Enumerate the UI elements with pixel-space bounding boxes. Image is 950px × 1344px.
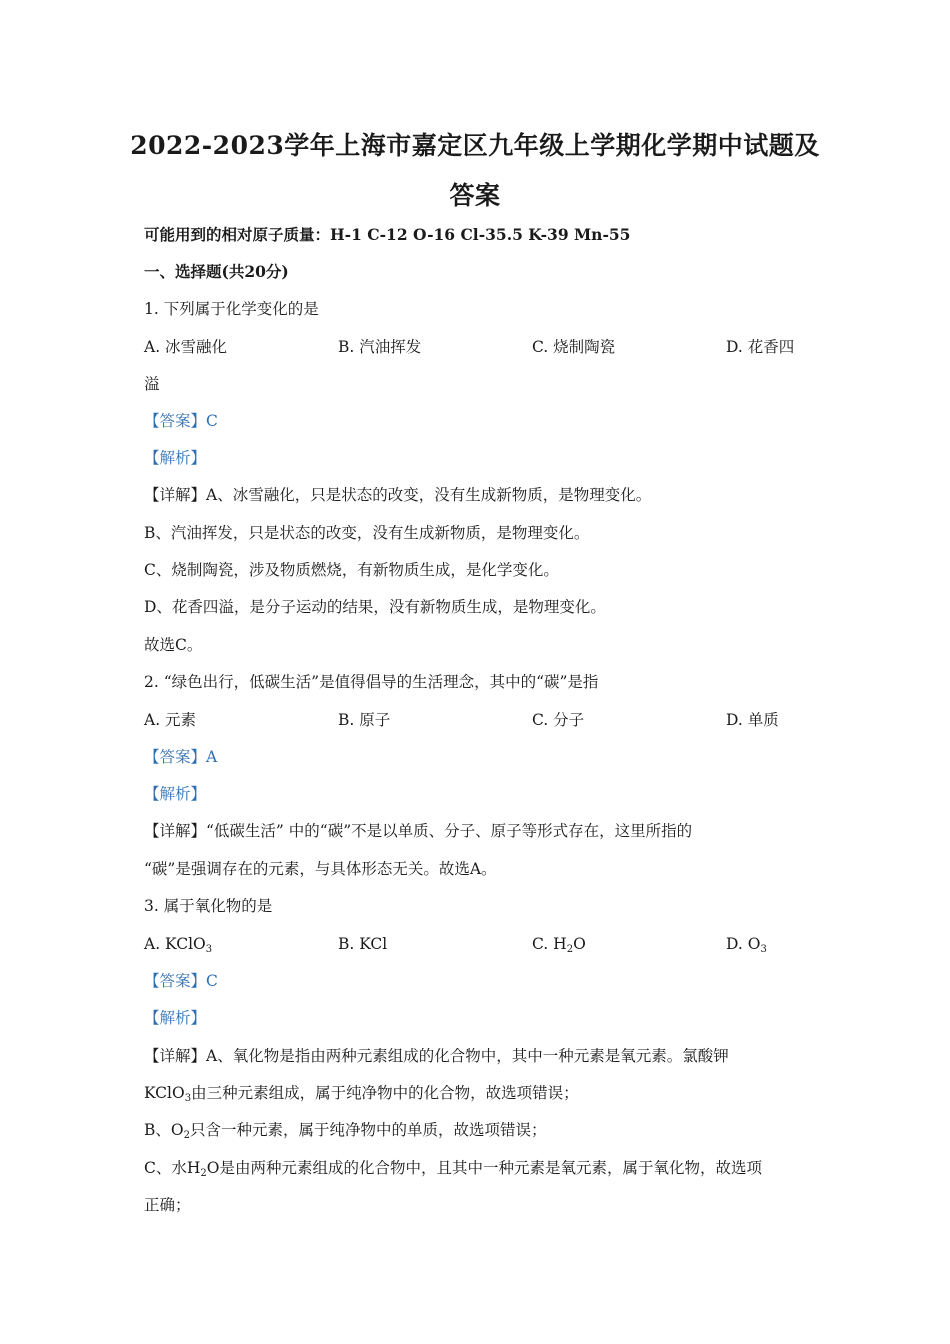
q3-option-b: B. KCl [338,935,388,953]
q1-option-d-continued: 溢 [144,375,160,393]
q2-detail-2: “碳”是强调存在的元素，与具体形态无关。故选A。 [144,860,497,878]
q1-analysis-label: 【解析】 [144,449,207,467]
section-heading: 一、选择题(共20分) [144,262,289,281]
atomic-mass-note: 可能用到的相对原子质量：H-1 C-12 O-16 Cl-35.5 K-39 Mn-55 [144,225,631,244]
q3-detail-3: B、$O_2$只含一种元素，属于纯净物中的单质，故选项错误； [144,1121,547,1141]
q2-answer: 【答案】A [144,748,218,766]
q3-analysis-label: 【解析】 [144,1009,207,1027]
q3-stem: 3. 属于氧化物的是 [144,897,273,915]
q2-option-d: D. 单质 [726,711,779,729]
q1-detail-4: D、花香四溢，是分子运动的结果，没有新物质生成，是物理变化。 [144,598,606,616]
q3-option-d: D. $O_3$ [726,935,767,955]
q2-option-b: B. 原子 [338,711,391,729]
q3-detail-4: C、水$H_2O$是由两种元素组成的化合物中，且其中一种元素是氧元素，属于氧化物，故选项 [144,1159,762,1179]
q1-option-b: B. 汽油挥发 [338,338,422,356]
q3-detail-2: KClO$_3$由三种元素组成，属于纯净物中的化合物，故选项错误； [144,1084,579,1104]
q3-detail-1: 【详解】A、氧化物是指由两种元素组成的化合物中，其中一种元素是氧元素。氯酸钾 [144,1047,729,1065]
q1-option-d: D. 花香四 [726,338,795,356]
q1-detail-2: B、汽油挥发，只是状态的改变，没有生成新物质，是物理变化。 [144,524,590,542]
q3-option-c: C. $H_2O$ [532,935,586,955]
q2-option-a: A. 元素 [144,711,197,729]
q1-option-c: C. 烧制陶瓷 [532,338,616,356]
document-title-line1: 2022-2023学年上海市嘉定区九年级上学期化学期中试题及 [130,131,820,160]
q1-answer: 【答案】C [144,412,218,430]
q2-stem: 2. “绿色出行，低碳生活”是值得倡导的生活理念，其中的“碳”是指 [144,673,599,691]
document-title-line2: 答案 [449,181,501,210]
q3-option-a: A. KClO$_3$ [144,935,213,955]
q1-detail-3: C、烧制陶瓷，涉及物质燃烧，有新物质生成，是化学变化。 [144,561,559,579]
q1-conclusion: 故选C。 [144,636,203,654]
q2-detail-1: 【详解】“低碳生活” 中的“碳”不是以单质、分子、原子等形式存在，这里所指的 [144,822,693,840]
q2-option-c: C. 分子 [532,711,585,729]
q3-detail-4-continued: 正确； [144,1196,191,1214]
q1-option-a: A. 冰雪融化 [144,338,228,356]
q2-analysis-label: 【解析】 [144,785,207,803]
q1-stem: 1. 下列属于化学变化的是 [144,300,319,318]
q1-detail-1: 【详解】A、冰雪融化，只是状态的改变，没有生成新物质，是物理变化。 [144,486,652,504]
q3-answer: 【答案】C [144,972,218,990]
